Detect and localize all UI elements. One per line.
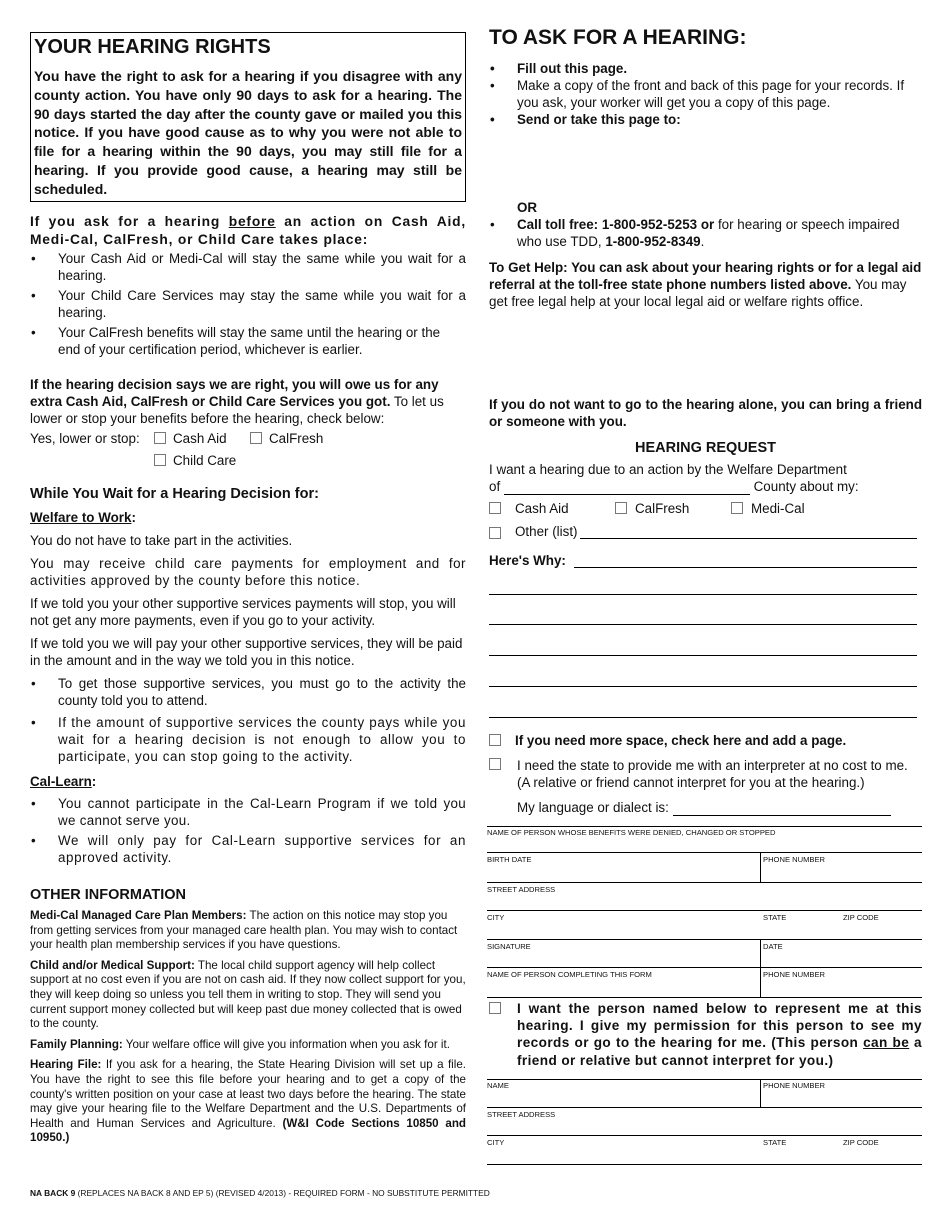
interpreter-option[interactable]: I need the state to provide me with an interpreter at no cost to me. (A relative or friend cannot interpret for you at the hearing.) (489, 757, 922, 791)
field-birth-date[interactable]: BIRTH DATE (487, 855, 532, 864)
field-rep-city[interactable]: CITY (487, 1138, 505, 1147)
checkbox[interactable] (489, 502, 501, 514)
request-county-line: of County about my: (489, 479, 859, 494)
lower-option-child-care[interactable]: Child Care (154, 453, 236, 468)
program-other[interactable]: Other (list) (489, 524, 917, 539)
cal-learn-label: Cal-Learn: (30, 774, 97, 789)
ask-hearing-title: TO ASK FOR A HEARING: (489, 26, 747, 49)
form-footer: NA BACK 9 (REPLACES NA BACK 8 AND EP 5) (REVISED 4/2013) - REQUIRED FORM - NO SUBSTITUTE PERMITTED (30, 1188, 490, 1198)
reason-line[interactable] (489, 624, 917, 625)
language-input[interactable] (673, 802, 891, 816)
field-row-city (487, 911, 922, 940)
owe-section (30, 376, 466, 427)
ask-hearing-steps (489, 60, 922, 128)
field-row-rep-name (487, 1079, 922, 1108)
checkbox[interactable] (154, 432, 166, 444)
checkbox[interactable] (489, 1002, 501, 1014)
before-action-section (30, 213, 466, 358)
before-bullet: • Your Child Care Services may stay the same while you wait for a hearing. (30, 287, 466, 321)
field-row-birth-phone (487, 853, 922, 883)
program-medi-cal[interactable]: Medi-Cal (731, 501, 805, 516)
lower-stop-options (30, 431, 466, 471)
owe-text: If the hearing decision says we are right, you will owe us for any extra Cash Aid, CalFresh or Child Care Services you got. To let us lower or stop your benefits before the hearing, check below: (30, 377, 444, 426)
other-list-input[interactable] (580, 525, 918, 539)
field-rep-state[interactable]: STATE (763, 1138, 787, 1147)
field-city[interactable]: CITY (487, 913, 505, 922)
bring-friend-text: If you do not want to go to the hearing alone, you can bring a friend or someone with you. (489, 397, 922, 429)
other-info-item: Family Planning: Your welfare office will give you information when you ask for it. (30, 1037, 450, 1051)
field-name-completing[interactable]: NAME OF PERSON COMPLETING THIS FORM (487, 970, 652, 979)
hearing-request-title: HEARING REQUEST (635, 440, 776, 456)
reason-line[interactable] (489, 655, 917, 656)
program-calfresh[interactable]: CalFresh (615, 501, 689, 516)
field-signature[interactable]: SIGNATURE (487, 942, 531, 951)
more-space-option[interactable]: If you need more space, check here and add a page. (489, 733, 922, 748)
step-fill-out: • Fill out this page. (489, 60, 922, 77)
field-phone[interactable]: PHONE NUMBER (763, 855, 826, 864)
before-bullet: • Your Cash Aid or Medi-Cal will stay the same while you wait for a hearing. (30, 250, 466, 284)
field-phone-completing[interactable]: PHONE NUMBER (763, 970, 826, 979)
field-row-completing (487, 968, 922, 998)
checkbox[interactable] (154, 454, 166, 466)
cal-learn-bullet: • You cannot participate in the Cal-Learn Program if we told you we cannot serve you. (30, 795, 466, 829)
field-name-denied[interactable]: NAME OF PERSON WHOSE BENEFITS WERE DENIED, CHANGED OR STOPPED (487, 826, 922, 853)
other-info-item: Hearing File: If you ask for a hearing, the State Hearing Division will set up a file. You have the right to see this file before your hearing and to get a copy of the county's written position on your case at least two days before the hearing. The state may give your hearing file to the Welfare Department and the U.S. Departments of Health and Human Services and Agriculture. (W&I Code Sections 10850 and 10950.) (30, 1058, 466, 1145)
hearing-rights-box (30, 32, 466, 202)
language-row: My language or dialect is: (517, 799, 917, 816)
field-rep-street[interactable]: STREET ADDRESS (487, 1108, 922, 1136)
wtw-paragraph: You may receive child care payments for employment and for activities approved by the county before this notice. (30, 556, 466, 588)
reason-line[interactable] (489, 717, 917, 718)
other-info-item: Child and/or Medical Support: The local child support agency will help collect support at no cost even if you are not on cash aid. If they now collect support for you, they will keep doing so unless you tell them in writing to stop. They will send you current support money collected but will keep past due money collected that is owed to the county. (30, 958, 466, 1031)
county-input[interactable] (504, 494, 750, 495)
field-zip[interactable]: ZIP CODE (843, 913, 879, 922)
reason-line[interactable] (489, 594, 917, 595)
step-make-copy: • Make a copy of the front and back of this page for your records. If you ask, your worker will get you a copy of this page. (489, 77, 922, 111)
before-action-heading: If you ask for a hearing before an action on Cash Aid, Medi-Cal, CalFresh, or Child Care takes place: (30, 214, 466, 247)
wtw-paragraph: If we told you your other supportive services payments will stop, you will not get any more payments, even if you go to your activity. (30, 596, 456, 628)
lower-stop-label: Yes, lower or stop: (30, 431, 140, 446)
hearing-rights-title: YOUR HEARING RIGHTS (34, 36, 271, 58)
field-date[interactable]: DATE (763, 942, 783, 951)
call-toll-free: • Call toll free: 1-800-952-5253 or for hearing or speech impaired who use TDD, 1-800-952-8349. (489, 216, 922, 250)
checkbox[interactable] (489, 734, 501, 746)
program-options (489, 501, 922, 541)
before-bullet: • Your CalFresh benefits will stay the same until the hearing or the end of your certification period, whichever is earlier. (30, 324, 466, 358)
checkbox[interactable] (250, 432, 262, 444)
checkbox[interactable] (489, 758, 501, 770)
or-label: OR (517, 200, 538, 215)
wtw-paragraph: If we told you we will pay your other supportive services, they will be paid in the amount and in the way we told you in this notice. (30, 636, 463, 668)
heres-why-input[interactable] (574, 554, 917, 568)
field-rep-phone[interactable]: PHONE NUMBER (763, 1081, 826, 1090)
while-you-wait-heading: While You Wait for a Hearing Decision for: (30, 486, 319, 502)
other-info-item: Medi-Cal Managed Care Plan Members: The action on this notice may stop you from getting services from your managed care health plan. You may wish to contact your health plan membership services if you have questions. (30, 909, 458, 952)
field-row-signature (487, 940, 922, 968)
field-street[interactable]: STREET ADDRESS (487, 883, 922, 911)
checkbox[interactable] (489, 527, 501, 539)
lower-option-calfresh[interactable]: CalFresh (250, 431, 323, 446)
while-you-wait-section (30, 486, 466, 866)
lower-option-cash-aid[interactable]: Cash Aid (154, 431, 227, 446)
hearing-rights-text: You have the right to ask for a hearing if you disagree with any county action. You have only 90 days to ask for a hearing. The 90 days started the day after the county gave or mailed you this notice. If you have good cause as to why you were not able to file for a hearing within the 90 days, you may still file for a hearing. If you provide good cause, a hearing may still be scheduled. (34, 68, 462, 197)
field-rep-zip[interactable]: ZIP CODE (843, 1138, 879, 1147)
heres-why-row: Here's Why: (489, 553, 917, 568)
wtw-bullet: • To get those supportive services, you must go to the activity the county told you to attend. (30, 675, 466, 709)
welfare-to-work-label: Welfare to Work: (30, 510, 136, 525)
field-state[interactable]: STATE (763, 913, 787, 922)
checkbox[interactable] (615, 502, 627, 514)
step-send: • Send or take this page to: (489, 111, 922, 128)
cal-learn-bullet: • We will only pay for Cal-Learn supportive services for an approved activity. (30, 832, 466, 866)
get-help-text: To Get Help: You can ask about your hearing rights or for a legal aid referral at the toll-free state phone numbers listed above. You may get free legal help at your local legal aid or welfare rights office. (489, 260, 922, 309)
checkbox[interactable] (731, 502, 743, 514)
other-information-section (30, 886, 466, 1146)
wtw-paragraph: You do not have to take part in the activities. (30, 533, 293, 548)
field-row-rep-city (487, 1136, 922, 1165)
reason-line[interactable] (489, 686, 917, 687)
program-cash-aid[interactable]: Cash Aid (489, 501, 569, 516)
other-information-heading: OTHER INFORMATION (30, 887, 186, 903)
wtw-bullet: • If the amount of supportive services the county pays while you wait for a hearing decision is not enough to allow you to participate, you can stop going to the activity. (30, 714, 466, 765)
representative-option[interactable]: I want the person named below to represent me at this hearing. I give my permission for this person to see my records or go to the hearing for me. (This person can be a friend or relative but cannot interpret for you.) (489, 1000, 922, 1069)
field-rep-name[interactable]: NAME (487, 1081, 509, 1090)
request-line: I want a hearing due to an action by the Welfare Department (489, 462, 847, 477)
